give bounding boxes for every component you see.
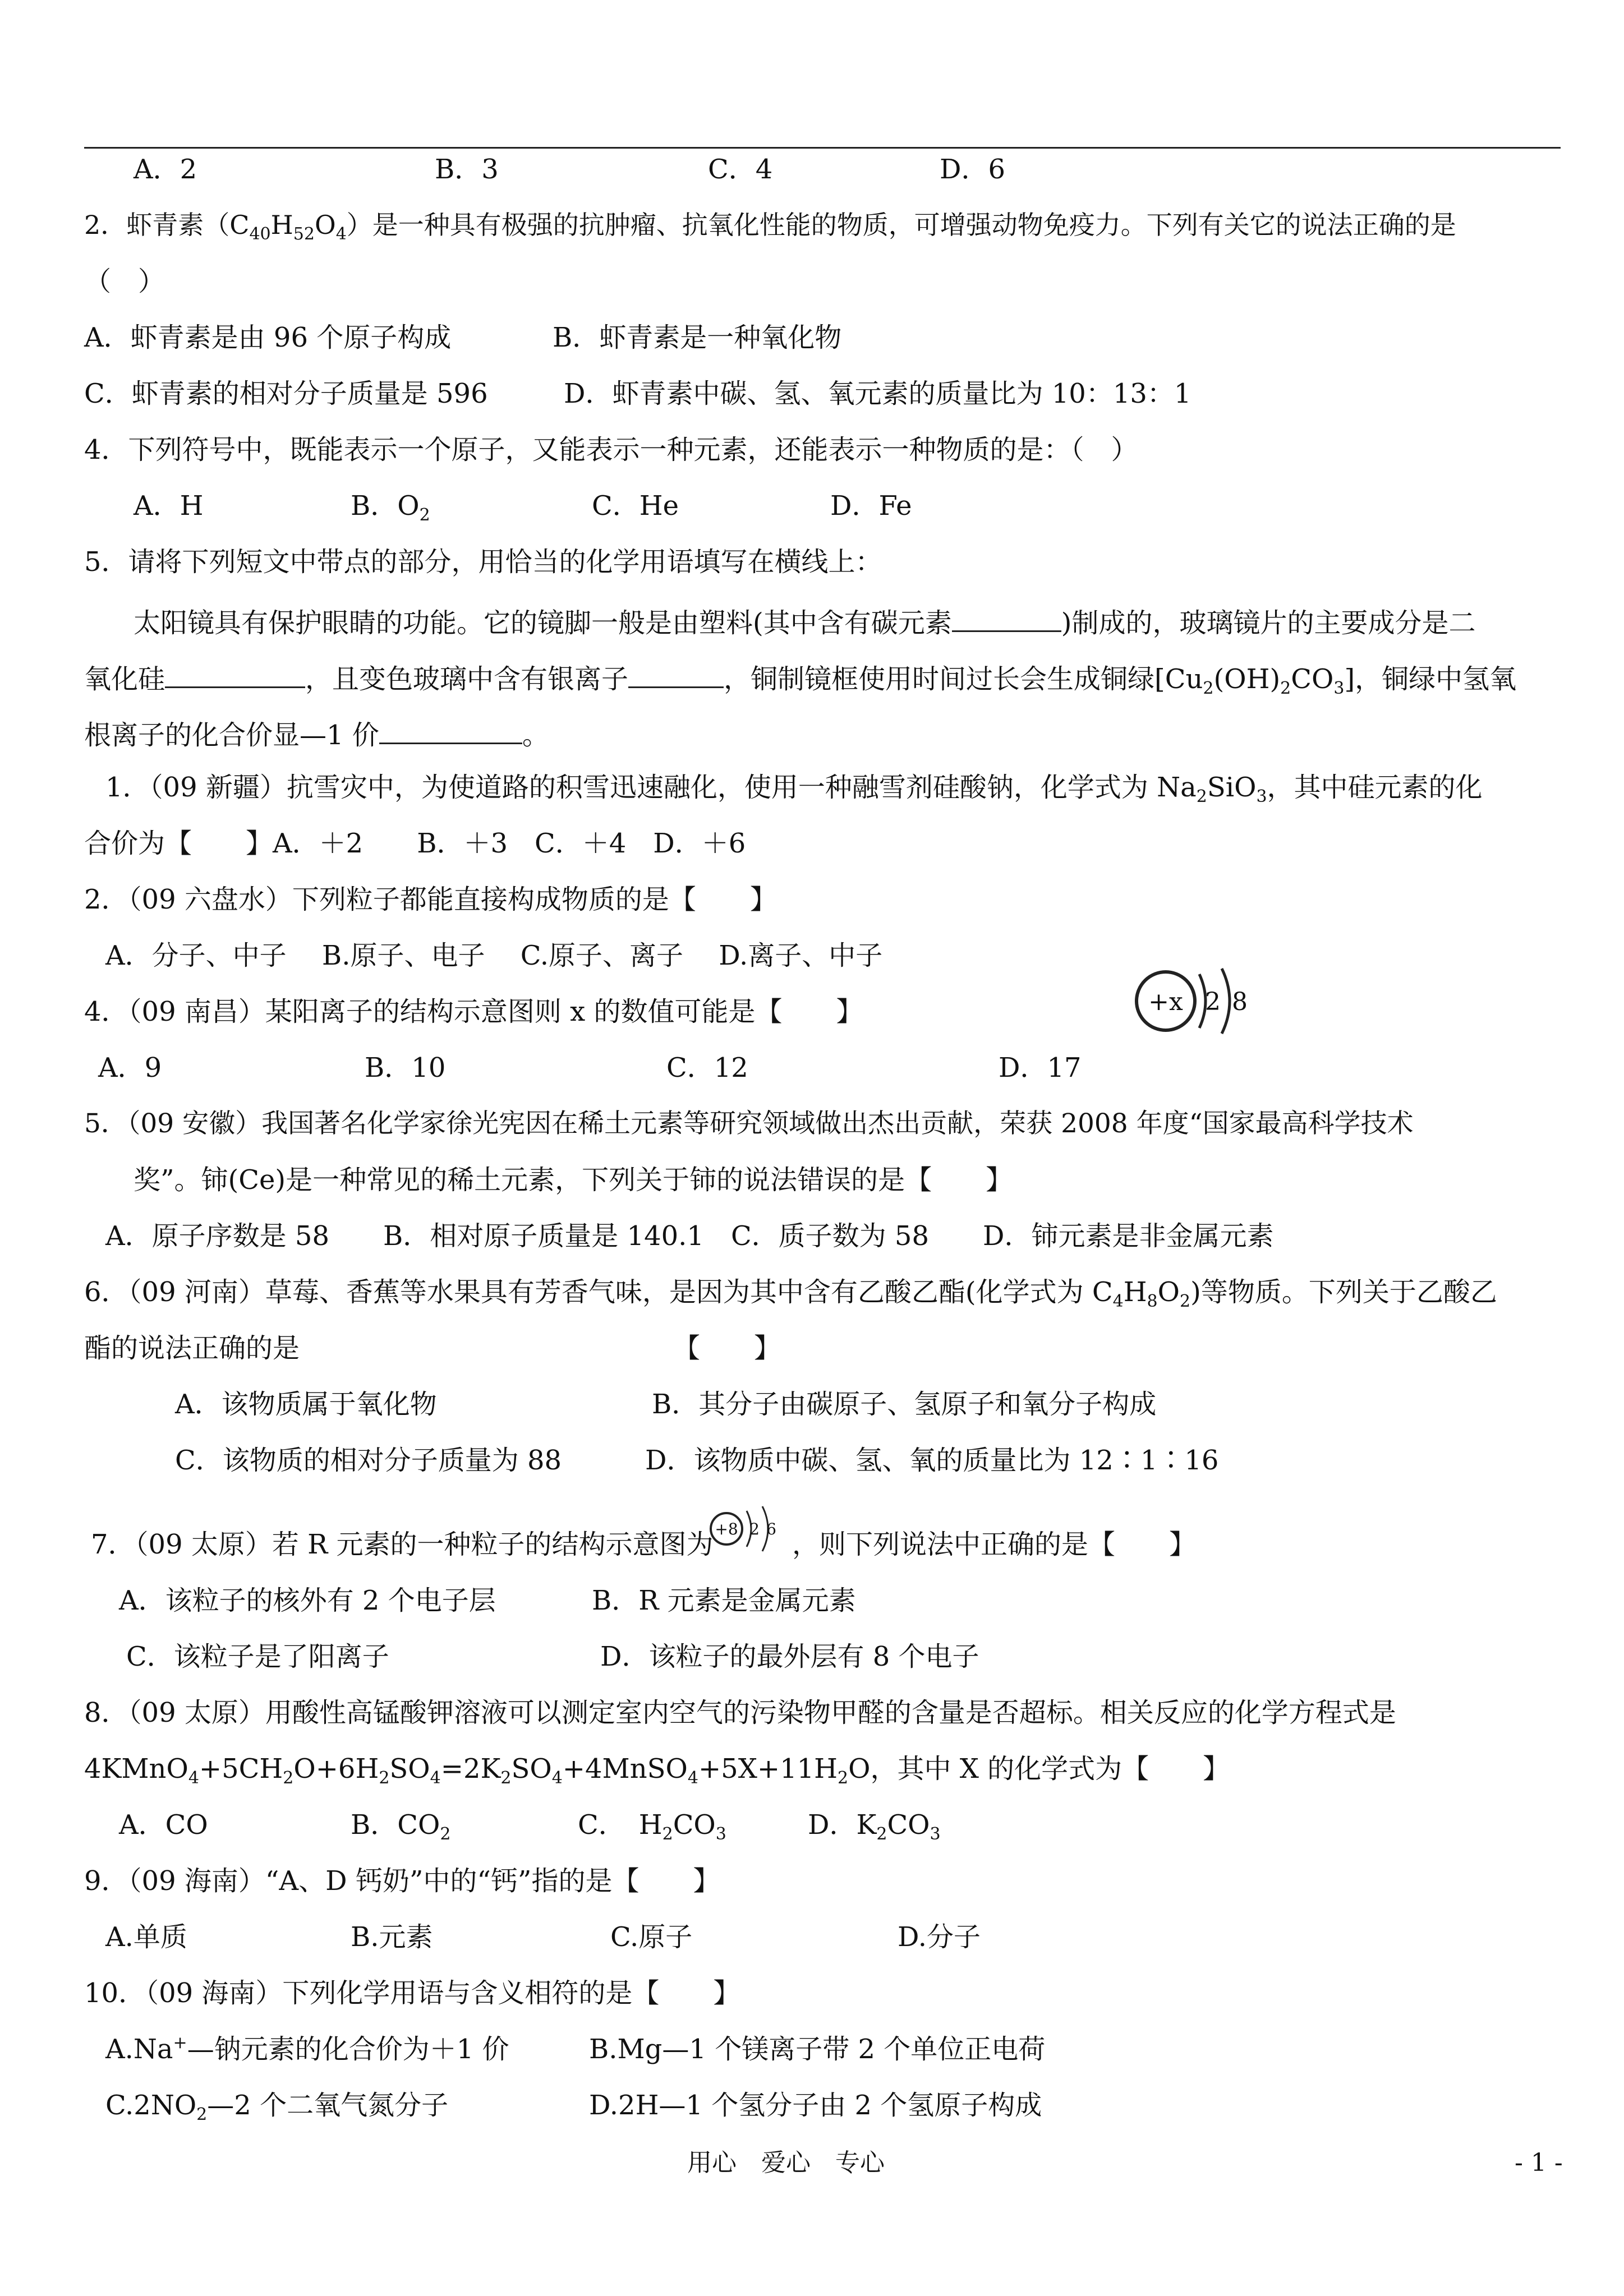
page-number: - 1 - [1515,2149,1563,2177]
blank-silicon-dioxide[interactable] [165,662,305,688]
s10-option-c: $C.2NO_2—2$ 个二氧气氮分子 [105,2090,449,2124]
s8-equation: $4KMnO_4+5CH_2O+6H_2SO_4=2K_2SO_4+4MnSO_4+5X+11H_2O$，其中 X 的化学式为【 】 [84,1753,1230,1788]
q2-option-d: D．虾青素中碳、氢、氧元素的质量比为 10：13：1 [564,378,1191,409]
s4-stem: 4．（09 南昌）某阳离子的结构示意图则 x 的数值可能是【 】 [84,996,863,1027]
q2-option-c: C．虾青素的相对分子质量是 596 [84,378,488,409]
s7-option-d: D．该粒子的最外层有 8 个电子 [600,1641,979,1672]
q4-option-a: A．H [134,490,204,522]
s4-option-b: B．10 [365,1052,446,1084]
q5-passage-line1: 太阳镜具有保护眼睛的功能。它的镜脚一般是由塑料(其中含有碳元素 )制成的，玻璃镜片的主要成分是二 [134,606,1475,637]
s9-option-b: B.元素 [351,1921,433,1953]
prev-option-a: A．2 [134,154,197,185]
s10-option-d: D.2H—1 个氢分子由 2 个氢原子构成 [589,2090,1042,2121]
q4-option-d: D．Fe [830,490,912,522]
s9-option-d: D.分子 [898,1921,981,1953]
s5-stem-line2: 奖”。铈(Ce)是一种常见的稀土元素，下列关于铈的说法错误的是【 】 [134,1164,1013,1196]
s5-options: A．原子序数是 58 B．相对原子质量是 140.1 C．质子数为 58 D．铈元素是非金属元素 [105,1220,1274,1252]
footer-motto: 用心 爱心 专心 [687,2149,885,2177]
s6-option-a: A．该物质属于氧化物 [175,1389,437,1420]
nucleus-charge: +x [1148,988,1183,1016]
q2-stem: 2．虾青素$(C_{40}H_{52}O_4)$是一种具有极强的抗肿瘤、抗氧化性能的物质，可增强动物免疫力。下列有关它的说法正确的是 [84,210,1456,244]
s9-option-a: A.单质 [105,1921,187,1953]
s8-option-b: B．$CO_2$ [351,1809,451,1844]
q4-option-c: C．He [592,490,679,522]
s10-option-a: A.Na+—钠元素的化合价为＋1 价 [105,2033,509,2065]
s6-stem-line2: 酯的说法正确的是 [84,1333,300,1364]
s9-option-c: C.原子 [610,1921,693,1953]
q4-option-b: B．$O_2$ [351,490,430,525]
s6-answer-bracket: 【 】 [673,1333,781,1364]
q5-passage-line2: 氧化硅 ，且变色玻璃中含有银离子 ，铜制镜框使用时间过长会生成铜绿$[Cu_2(OH)_2CO_3]$，铜绿中氢氧 [84,662,1516,693]
q4-stem: 4．下列符号中，既能表示一个原子，又能表示一种元素，还能表示一种物质的是：（ ） [84,434,1138,465]
s7-option-a: A．该粒子的核外有 2 个电子层 [119,1585,496,1616]
s8-stem-line1: 8．（09 太原）用酸性高锰酸钾溶液可以测定室内空气的污染物甲醛的含量是否超标。相关反应的化学方程式是 [84,1697,1396,1728]
s6-option-d: D．该物质中碳、氢、氧的质量比为 12∶1∶16 [645,1445,1219,1476]
s8-option-c: C． $H_2CO_3$ [578,1809,726,1844]
s10-stem: 10．（09 海南）下列化学用语与含义相符的是【 】 [84,1977,740,2009]
s7-stem-b: ，则下列说法中正确的是【 】 [792,1529,1197,1560]
s1-stem-line2: 合价为【 】A．＋2 B．＋3 C．＋4 D．＋6 [84,828,746,859]
q2-answer-paren: （ ） [84,266,165,297]
s7-option-b: B．R 元素是金属元素 [592,1585,856,1616]
s6-stem-line1: 6．（09 河南）草莓、香蕉等水果具有芳香气味，是因为其中含有乙酸乙酯(化学式为 $C_4H_8O_2$)等物质。下列关于乙酸乙 [84,1276,1497,1311]
s6-option-b: B．其分子由碳原子、氢原子和氧分子构成 [652,1389,1157,1420]
shell-2-electrons: 6 [766,1520,776,1538]
s4-option-d: D．17 [999,1052,1082,1084]
shell-2-electrons: 8 [1232,988,1248,1016]
prev-option-d: D．6 [940,154,1006,185]
nucleus-charge: +8 [715,1520,738,1538]
cation-structure-diagram [1128,962,1262,1040]
blank-silver-ion[interactable] [628,662,724,688]
s4-option-c: C．12 [666,1052,748,1084]
shell-1-electrons: 2 [749,1520,760,1538]
s8-option-d: D．$K_2CO_3$ [808,1809,941,1844]
s6-option-c: C．该物质的相对分子质量为 88 [175,1445,562,1476]
q2-option-b: B．虾青素是一种氧化物 [553,322,842,353]
s2-options: A．分子、中子 B.原子、电子 C.原子、离子 D.离子、中子 [105,940,883,971]
blank-hydroxide-valence[interactable] [379,718,522,744]
s8-option-a: A．CO [119,1809,208,1841]
q2-option-a: A．虾青素是由 96 个原子构成 [84,322,452,353]
shell-1-electrons: 2 [1205,988,1221,1016]
prev-option-c: C．4 [708,154,773,185]
s10-option-b: B.Mg—1 个镁离子带 2 个单位正电荷 [589,2034,1046,2065]
shell-arc-2 [1222,969,1230,1034]
header-rule [84,147,1561,149]
s7-stem-a: 7．（09 太原）若 R 元素的一种粒子的结构示意图为 [91,1529,714,1560]
s2-stem: 2．（09 六盘水）下列粒子都能直接构成物质的是【 】 [84,884,777,915]
s9-stem: 9．（09 海南）“A、D 钙奶”中的“钙”指的是【 】 [84,1865,720,1897]
s7-option-c: C．该粒子是了阳离子 [126,1641,389,1672]
q5-passage-line3: 根离子的化合价显—1 价 。 [84,718,549,749]
r-particle-structure-diagram [704,1496,785,1558]
blank-carbon-element[interactable] [952,606,1061,632]
prev-option-b: B．3 [435,154,499,185]
s1-stem-line1: 1．（09 新疆）抗雪灾中，为使道路的积雪迅速融化，使用一种融雪剂硅酸钠，化学式为 $Na_2SiO_3$，其中硅元素的化 [105,772,1483,806]
s4-option-a: A．9 [98,1052,162,1084]
s5-stem-line1: 5．（09 安徽）我国著名化学家徐光宪因在稀土元素等研究领域做出杰出贡献，荣获 2008 年度“国家最高科学技术 [84,1108,1414,1139]
q5-stem: 5．请将下列短文中带点的部分，用恰当的化学用语填写在横线上： [84,546,882,578]
